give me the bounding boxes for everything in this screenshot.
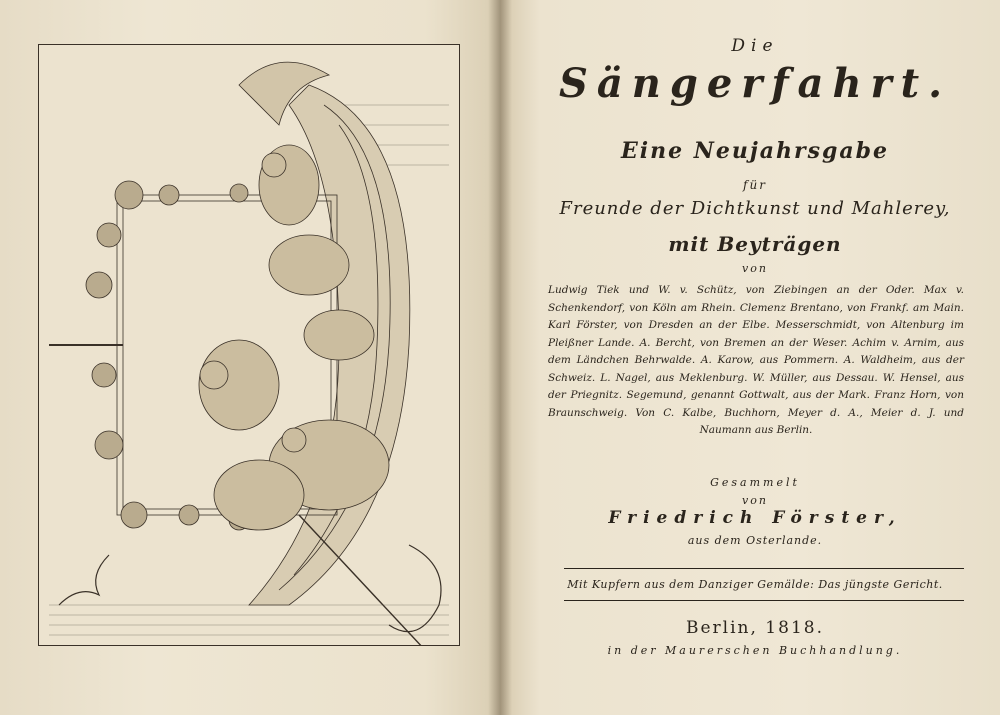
editor-origin: aus dem Osterlande. (687, 534, 823, 547)
contributions-heading: mit Beyträgen (668, 232, 842, 256)
engravings-note: Mit Kupfern aus dem Danziger Gemälde: Das jüngste Gericht. (567, 578, 943, 591)
divider-rule-top (564, 568, 964, 569)
von-line: von (742, 262, 768, 275)
contributor-list: Ludwig Tiek und W. v. Schütz, von Ziebingen an der Oder. Max v. Schenkendorf, von Köln am Rhein. Clemenz Brentano, von Frankf. am Main. Karl Förster, von Dresden an der Elbe. Messerschmidt, von Altenburg im Pleißner Lande. A. Bercht, von Bremen an der Weser. Achim v. Arnim, aus dem Ländchen Behrwalde. A. Karow, aus Pommern. A. Waldheim, aus der Schweiz. L. Nagel, aus Meklenburg. W. Müller, aus Dessau. W. Hensel, aus der Priegnitz. Segemund, genannt Gottwalt, aus der Mark. Franz Horn, von Braunschweig. Von C. Kalbe, Buchhorn, Meyer d. A., Meier d. J. und Naumann aus Berlin. (548, 284, 964, 436)
book-title: Sängerfahrt. (558, 60, 952, 107)
engraving-plate (38, 44, 460, 646)
divider-rule-bottom (564, 600, 964, 601)
imprint-place-year: Berlin, 1818. (686, 618, 824, 638)
dedication-line: Freunde der Dichtkunst und Mahlerey, (559, 198, 951, 219)
book-subtitle: Eine Neujahrsgabe (620, 138, 890, 164)
engraving-illustration (39, 45, 459, 645)
von-editor-line: von (742, 494, 768, 507)
fuer-line: für (743, 178, 767, 192)
collected-line: Gesammelt (710, 476, 800, 489)
title-article: Die (731, 36, 779, 56)
book-gutter (488, 0, 512, 715)
editor-name: Friedrich Förster, (608, 508, 902, 528)
imprint-publisher: in der Maurerschen Buchhandlung. (607, 644, 903, 657)
